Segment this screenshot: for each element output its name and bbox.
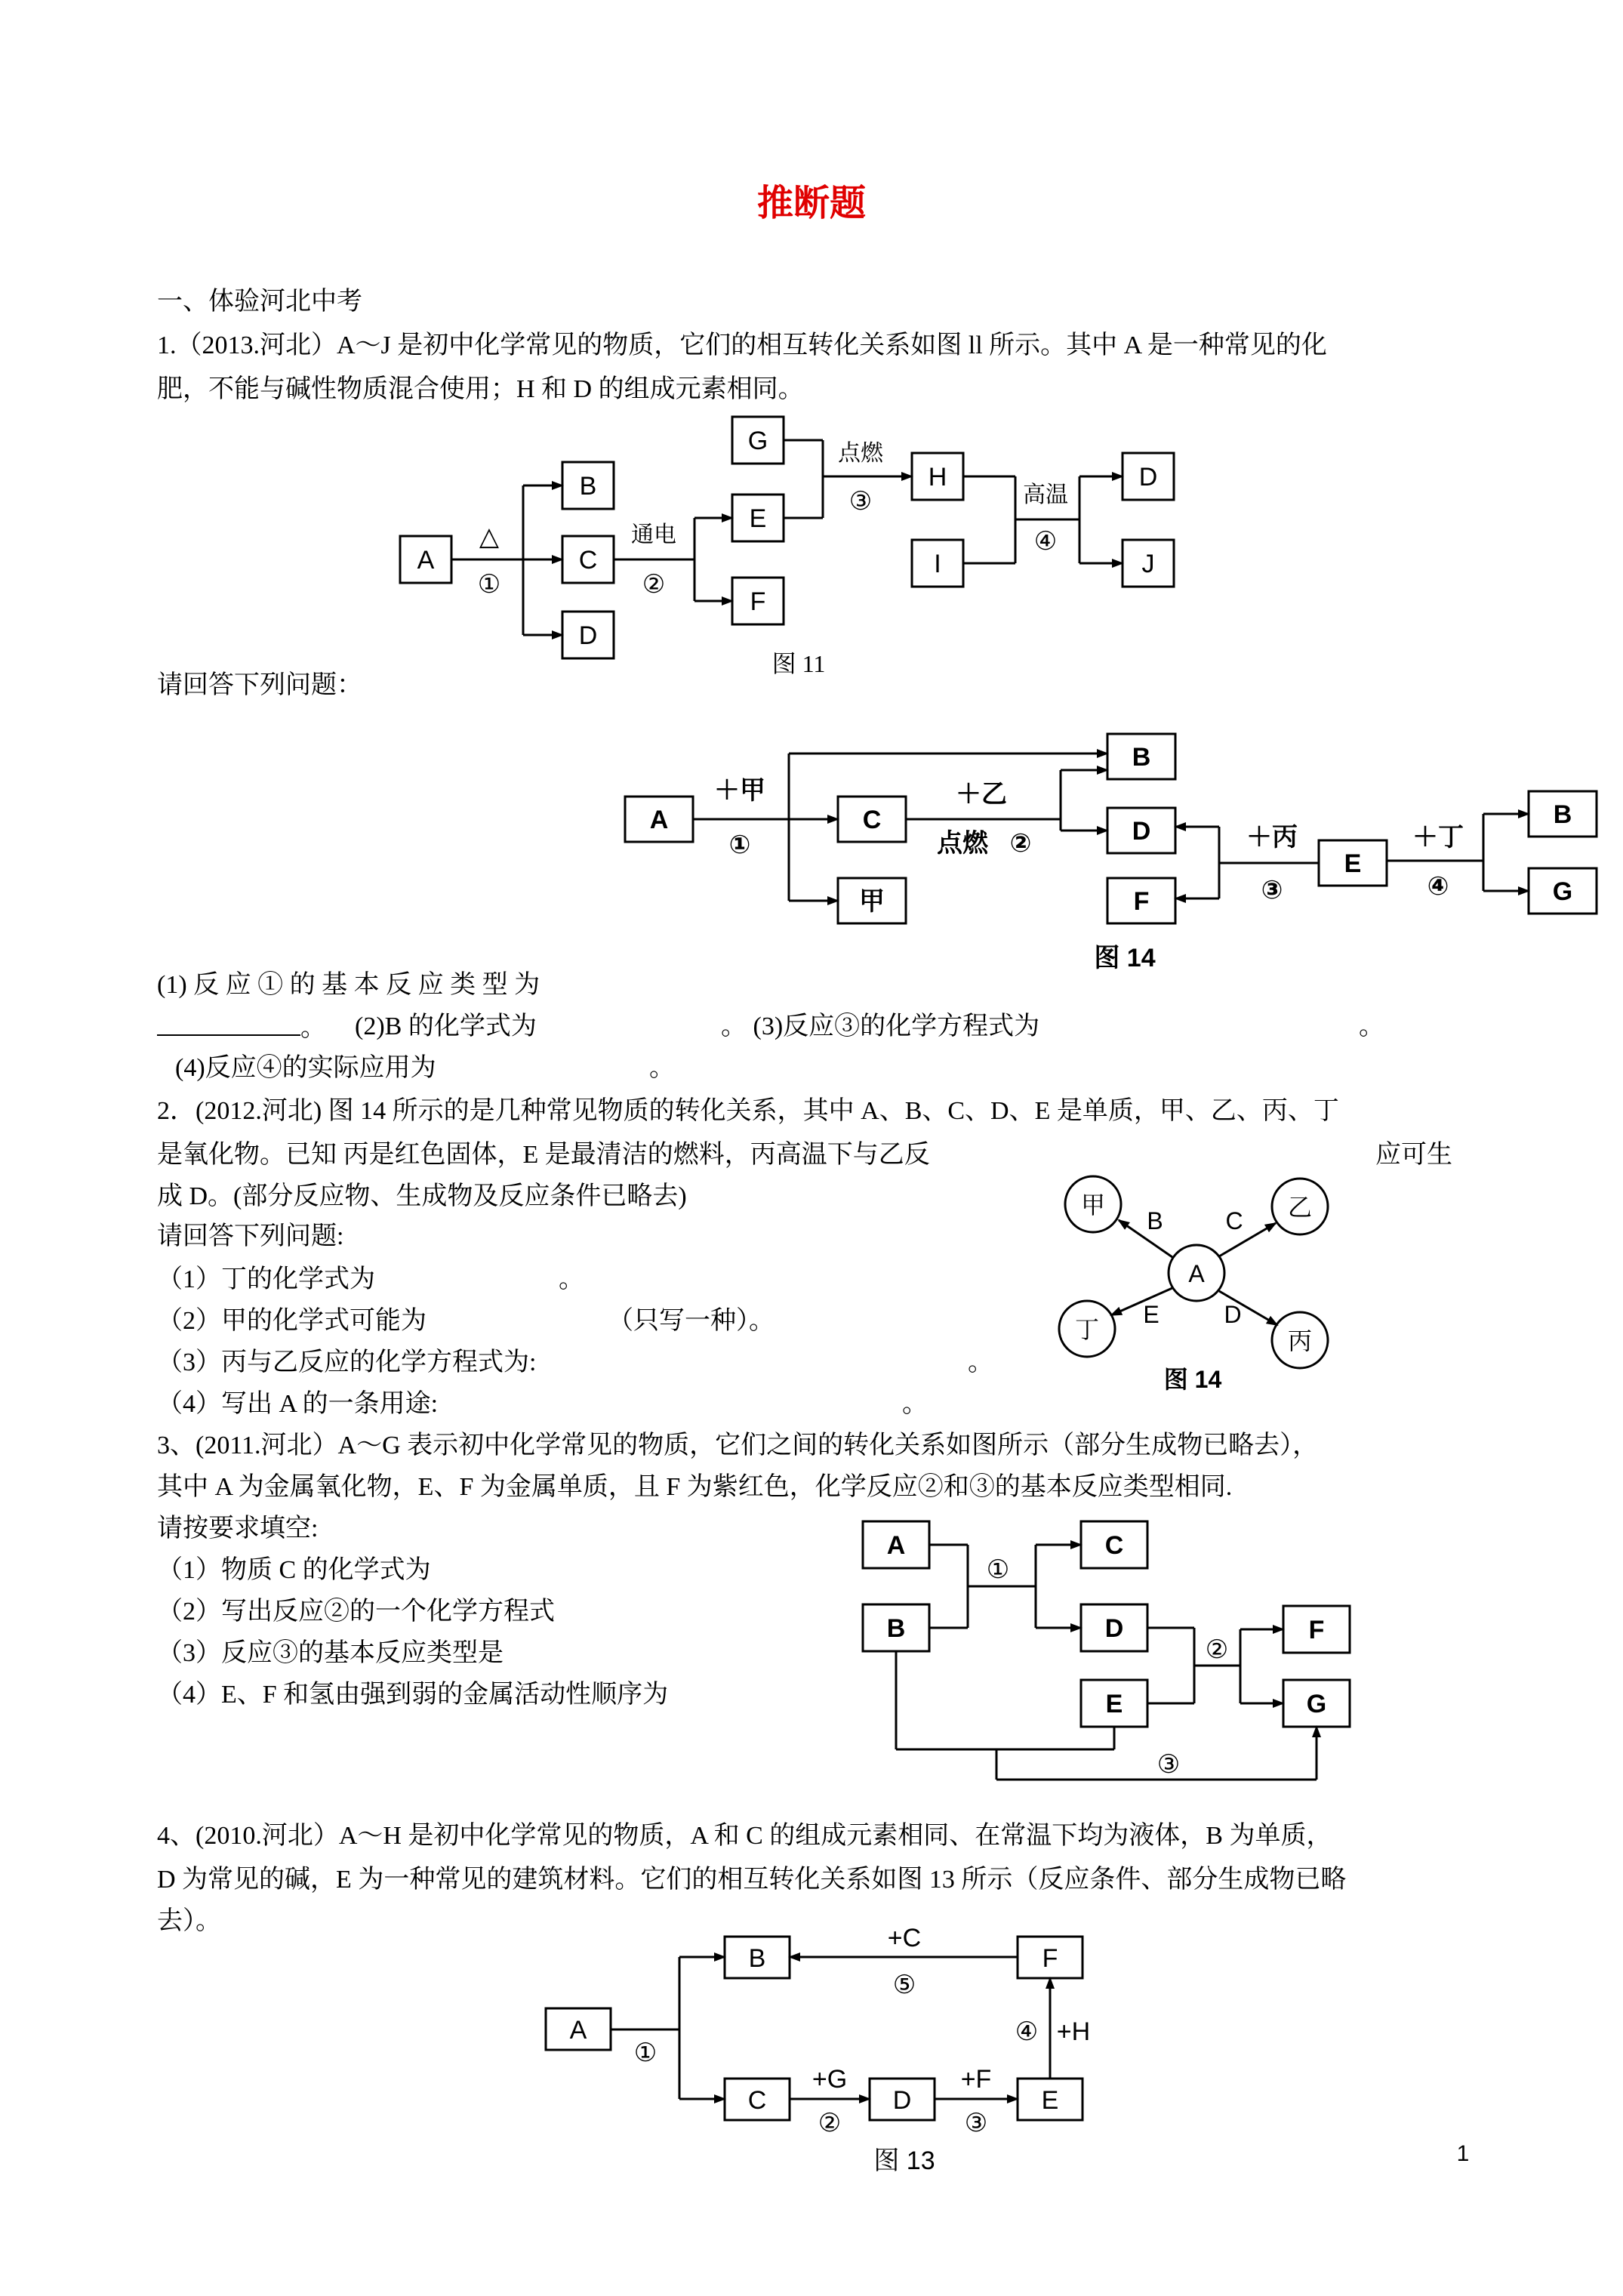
f13-n1: ① [633, 2039, 658, 2067]
node-G-label: G [747, 427, 768, 455]
page-title: 推断题 [756, 182, 866, 224]
f13-F-label: F [1042, 1944, 1058, 1973]
q3-C-label: C [1104, 1531, 1124, 1560]
q1-prompt: 请回答下列问题： [157, 671, 362, 699]
f14-n2: ② [1009, 829, 1032, 858]
q2-sub1: （1）丁的化学式为 [157, 1265, 375, 1293]
f13-n4: ④ [1015, 2017, 1039, 2046]
q4-line1: 4、(2010.河北）A～H 是初中化学常见的物质，A 和 C 的组成元素相同、在常温下均为液体，B 为单质， [157, 1822, 1332, 1850]
q3-G-label: G [1306, 1690, 1327, 1718]
f14-plus-ding: ＋丁 [1412, 823, 1464, 852]
q1-line2: 肥，不能与碱性物质混合使用；H 和 D 的组成元素相同。 [157, 375, 804, 403]
label-r1: ① [477, 570, 501, 599]
f14b-D: D [1224, 1301, 1242, 1328]
f13-plusH: +H [1056, 2017, 1091, 2046]
f14-D-label: D [1132, 817, 1151, 846]
q3-B-label: B [886, 1614, 906, 1643]
q2-sub2-mid: （只写一种）。 [608, 1307, 775, 1335]
node-H-label: H [928, 463, 947, 492]
f14a-caption: 图 14 [1094, 944, 1156, 972]
f14b-yi-label: 乙 [1287, 1194, 1313, 1221]
f14b-E: E [1143, 1301, 1160, 1328]
q3-line1: 3、(2011.河北）A～G 表示初中化学常见的物质，它们之间的转化关系如图所示（部分生成物已略去）， [157, 1432, 1319, 1459]
f14-B2-label: B [1553, 800, 1572, 829]
q1-sub3: 。 (3)反应③的化学方程式为 [721, 1012, 1040, 1040]
label-heat: △ [479, 522, 500, 551]
label-ignite: 点燃 [838, 441, 883, 466]
q1-sub1-end: 。 [300, 1014, 326, 1042]
q3-sub3: （3）反应③的基本反应类型是 [157, 1639, 504, 1667]
f14-plus-bing: ＋丙 [1246, 823, 1298, 852]
f13-B-label: B [748, 1944, 766, 1973]
node-D-label: D [578, 621, 598, 650]
q3-prompt: 请按要求填空: [157, 1515, 319, 1542]
f14-plus-jia: ＋甲 [714, 776, 765, 805]
q3-n2: ② [1205, 1635, 1229, 1664]
q3-n3: ③ [1156, 1750, 1181, 1779]
q2-line2a: 是氧化物。已知 丙是红色固体，E 是最清洁的燃料，丙高温下与乙反 [157, 1141, 930, 1169]
node-B-label: B [579, 472, 597, 501]
q2-sub1-end: 。 [559, 1265, 584, 1293]
label-r3: ③ [848, 487, 873, 516]
q3-sub4: （4）E、F 和氢由强到弱的金属活动性顺序为 [157, 1681, 669, 1709]
label-high-temp: 高温 [1023, 482, 1068, 507]
node-D2-label: D [1138, 463, 1158, 492]
f14b-C: C [1225, 1207, 1243, 1234]
f14-C-label: C [862, 806, 882, 834]
f13-caption: 图 13 [873, 2147, 935, 2175]
q1-sub3-end: 。 [1359, 1012, 1384, 1040]
label-r2: ② [642, 570, 666, 599]
f14b-B: B [1147, 1207, 1163, 1234]
q4-line3: 去）。 [157, 1907, 221, 1935]
q3-sub1: （1）物质 C 的化学式为 [157, 1556, 431, 1584]
node-A-label: A [417, 546, 435, 575]
q2-sub4-end: 。 [902, 1390, 928, 1418]
f14-n3: ③ [1261, 876, 1283, 905]
f13-n2: ② [818, 2109, 842, 2137]
q2-line3: 成 D。(部分反应物、生成物及反应条件已略去) [157, 1182, 687, 1210]
q3-E-label: E [1105, 1690, 1123, 1718]
q4-line2: D 为常见的碱，E 为一种常见的建筑材料。它们的相互转化关系如图 13 所示（反应条件、部分生成物已略 [157, 1866, 1347, 1894]
f14-dianran: 点燃 [937, 829, 988, 858]
q2-prompt: 请回答下列问题: [157, 1222, 344, 1250]
node-I-label: I [934, 550, 941, 578]
f14-plus-yi: ＋乙 [956, 780, 1007, 809]
f13-n5: ⑤ [892, 1971, 916, 1999]
q2-line1: 2．(2012.河北) 图 14 所示的是几种常见物质的转化关系，其中 A、B、C、D、E 是单质，甲、乙、丙、丁 [157, 1097, 1339, 1125]
f14b-bing-label: 丙 [1287, 1327, 1313, 1354]
q3-A-label: A [886, 1531, 906, 1560]
q2-line2b: 应可生 [1375, 1141, 1452, 1169]
q3-n1: ① [986, 1555, 1010, 1584]
fig11-caption: 图 11 [771, 650, 826, 677]
q3-F-label: F [1308, 1616, 1325, 1644]
f14-A-label: A [649, 806, 669, 834]
f14b-ding-label: 丁 [1074, 1316, 1100, 1343]
label-electrolysis: 通电 [631, 522, 676, 547]
f14-B1-label: B [1132, 743, 1151, 772]
node-J-label: J [1141, 550, 1155, 578]
q3-D-label: D [1104, 1614, 1124, 1643]
page-number: 1 [1456, 2141, 1470, 2166]
f14-jia-label: 甲 [859, 887, 885, 916]
f13-plusF: +F [960, 2065, 992, 2094]
q3-line2: 其中 A 为金属氧化物，E、F 为金属单质，且 F 为紫红色，化学反应②和③的基本反应类型相同. [157, 1473, 1233, 1501]
section-heading: 一、体验河北中考 [157, 288, 362, 316]
f14b-jia-label: 甲 [1080, 1191, 1106, 1219]
q1-sub4: (4)反应④的实际应用为 [175, 1054, 436, 1082]
f13-n3: ③ [964, 2109, 988, 2137]
q1-line1: 1.（2013.河北）A～J 是初中化学常见的物质，它们的相互转化关系如图 ll 所示。其中 A 是一种常见的化 [157, 331, 1327, 359]
f13-plusC: +C [887, 1924, 922, 1952]
f14-G-label: G [1552, 877, 1573, 906]
node-C-label: C [578, 546, 598, 575]
q3-sub2: （2）写出反应②的一个化学方程式 [157, 1598, 555, 1626]
node-E-label: E [749, 504, 767, 533]
q2-sub2: （2）甲的化学式可能为 [157, 1307, 427, 1335]
f14-F-label: F [1133, 887, 1150, 916]
f13-E-label: E [1041, 2086, 1059, 2115]
f13-plusG: +G [812, 2065, 848, 2094]
q1-sub2: (2)B 的化学式为 [355, 1012, 537, 1040]
q2-sub4: （4）写出 A 的一条用途: [157, 1390, 439, 1418]
f14-n4: ④ [1427, 872, 1449, 901]
f13-A-label: A [569, 2016, 587, 2045]
f14b-A-label: A [1188, 1260, 1205, 1287]
f14-E-label: E [1344, 849, 1362, 878]
node-F-label: F [750, 587, 766, 616]
f14b-caption: 图 14 [1163, 1366, 1222, 1393]
q1-sub1: (1) 反 应 ① 的 基 本 反 应 类 型 为 [157, 971, 540, 999]
label-r4: ④ [1033, 527, 1058, 556]
q2-sub3-end: 。 [968, 1348, 993, 1376]
f13-D-label: D [892, 2086, 912, 2115]
f14-n1: ① [728, 831, 751, 859]
q1-sub4-end: 。 [649, 1054, 675, 1082]
q2-sub3: （3）丙与乙反应的化学方程式为: [157, 1348, 537, 1376]
f13-C-label: C [747, 2086, 767, 2115]
